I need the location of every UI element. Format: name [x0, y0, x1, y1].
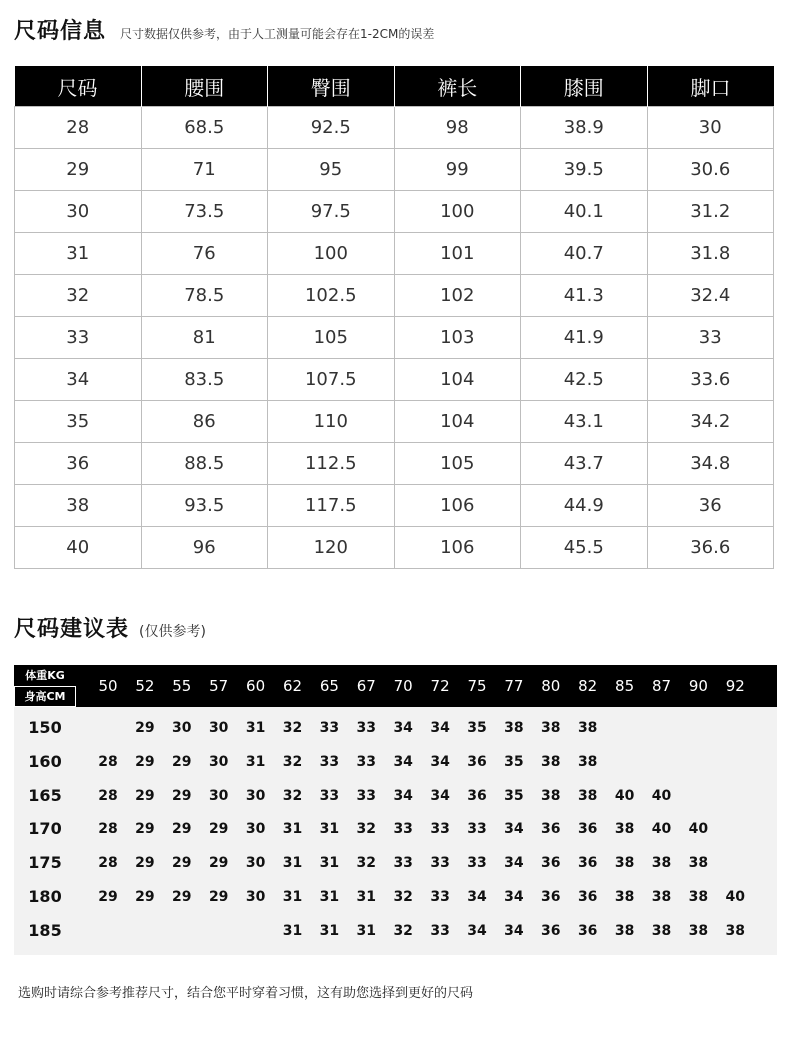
recommended-size-cell: 30	[245, 787, 266, 804]
recommended-size-cell: 28	[98, 855, 118, 872]
recommended-size-cell: 33	[356, 787, 377, 804]
cell-hem: 30	[647, 107, 774, 149]
recommended-size-cell: 40	[651, 787, 672, 804]
recommended-size-cell: 31	[245, 753, 266, 770]
recommended-size-cell: 40	[725, 889, 746, 905]
recommended-size-cell: 29	[172, 821, 192, 838]
height-row	[14, 779, 777, 813]
size-table-row	[15, 233, 774, 275]
recommended-size-cell: 30	[208, 787, 229, 804]
size-info-title: 尺码信息	[14, 19, 107, 44]
recommended-size-cell: 30	[245, 889, 266, 905]
recommended-size-cell: 34	[504, 922, 524, 939]
recommended-size-cell: 30	[245, 821, 266, 838]
recommended-size-cell: 28	[98, 821, 118, 838]
recommended-size-cell: 34	[504, 889, 524, 905]
recommended-size-cell	[717, 711, 753, 745]
recommended-size-cell: 34	[393, 787, 413, 804]
recommended-size-cell: 29	[135, 720, 155, 736]
recommended-size-cell	[201, 914, 237, 948]
height-row	[14, 745, 777, 779]
height-row	[14, 914, 777, 948]
cell-hip: 97.5	[268, 191, 395, 233]
recommended-size-cell	[164, 914, 200, 948]
weight-label: 80	[541, 677, 561, 695]
cell-knee: 44.9	[521, 485, 648, 527]
cell-length: 99	[394, 149, 521, 191]
recommended-size-cell	[644, 711, 680, 745]
cell-hem: 36	[647, 485, 774, 527]
size-recommend-subtitle: (仅供参考)	[139, 624, 206, 640]
height-label: 180	[28, 887, 62, 906]
header-length: 裤长	[394, 66, 521, 107]
recommended-size-cell: 29	[172, 787, 192, 804]
recommended-size-cell: 38	[577, 720, 598, 736]
recommended-size-cell: 30	[208, 720, 229, 736]
recommended-size-cell: 32	[282, 753, 303, 770]
cell-knee: 41.9	[521, 317, 648, 359]
size-recommend-title: 尺码建议表	[14, 617, 130, 642]
recommended-size-cell: 36	[541, 855, 561, 872]
recommended-size-cell: 29	[208, 821, 229, 838]
height-label: 170	[28, 819, 62, 839]
recommended-size-cell	[680, 745, 716, 779]
recommended-size-cell: 38	[651, 855, 672, 872]
weight-label: 65	[319, 677, 339, 695]
cell-knee: 45.5	[521, 527, 648, 569]
cell-hip: 102.5	[268, 275, 395, 317]
cell-hip: 110	[268, 401, 395, 443]
cell-size: 28	[15, 107, 142, 149]
recommended-size-cell: 36	[467, 753, 487, 770]
recommended-size-cell: 38	[725, 922, 746, 939]
recommended-size-cell: 38	[541, 787, 561, 804]
recommended-size-cell: 36	[577, 821, 598, 838]
size-table-row	[15, 443, 774, 485]
recommended-size-cell	[607, 745, 643, 779]
corner-height-label: 身高CM	[14, 686, 76, 707]
height-label: 165	[28, 785, 62, 805]
recommended-size-cell: 34	[504, 855, 524, 872]
weight-label: 62	[282, 677, 303, 695]
cell-length: 102	[394, 275, 521, 317]
size-table-body	[15, 107, 774, 569]
recommended-size-cell: 34	[430, 753, 450, 770]
recommended-size-cell: 33	[393, 821, 413, 838]
cell-size: 33	[15, 317, 142, 359]
recommended-size-cell: 36	[467, 787, 487, 804]
cell-knee: 41.3	[521, 275, 648, 317]
recommended-size-cell: 38	[577, 787, 598, 804]
cell-knee: 39.5	[521, 149, 648, 191]
weight-label: 50	[98, 677, 118, 695]
cell-waist: 81	[141, 317, 268, 359]
cell-size: 30	[15, 191, 142, 233]
cell-waist: 71	[141, 149, 268, 191]
recommended-size-cell: 32	[393, 922, 413, 939]
size-table-row	[15, 527, 774, 569]
recommended-size-cell: 38	[614, 889, 635, 905]
recommended-size-cell: 33	[319, 720, 340, 736]
size-table-row	[15, 149, 774, 191]
cell-size: 29	[15, 149, 142, 191]
recommended-size-cell: 29	[98, 889, 118, 905]
header-hem: 脚口	[647, 66, 774, 107]
recommended-size-cell: 32	[356, 855, 377, 872]
recommended-size-cell: 31	[245, 720, 266, 736]
cell-size: 36	[15, 443, 142, 485]
recommended-size-cell: 33	[356, 720, 377, 736]
cell-hip: 107.5	[268, 359, 395, 401]
recommended-size-cell: 31	[319, 889, 340, 905]
cell-waist: 88.5	[141, 443, 268, 485]
recommended-size-cell	[717, 846, 753, 880]
weight-label: 57	[209, 677, 229, 695]
cell-hem: 34.2	[647, 401, 774, 443]
cell-hem: 36.6	[647, 527, 774, 569]
weight-label: 90	[688, 677, 708, 695]
cell-hip: 100	[268, 233, 395, 275]
recommended-size-cell	[680, 779, 716, 813]
recommended-size-cell: 28	[98, 753, 118, 770]
height-row	[14, 846, 777, 880]
size-recommend-header	[14, 612, 206, 643]
recommended-size-cell: 36	[577, 855, 598, 872]
recommended-size-cell: 38	[651, 889, 672, 905]
cell-hip: 95	[268, 149, 395, 191]
cell-size: 34	[15, 359, 142, 401]
recommended-size-cell	[680, 711, 716, 745]
recommended-size-cell: 31	[282, 889, 303, 905]
recommended-size-cell: 32	[356, 821, 377, 838]
cell-hip: 112.5	[268, 443, 395, 485]
size-table-row	[15, 317, 774, 359]
recommended-size-cell: 33	[319, 787, 340, 804]
height-label: 185	[28, 920, 62, 940]
recommended-size-cell: 36	[577, 922, 598, 939]
recommended-size-cell: 38	[688, 922, 709, 939]
recommended-size-cell: 34	[393, 753, 413, 770]
recommended-size-cell	[127, 914, 163, 948]
cell-waist: 73.5	[141, 191, 268, 233]
height-row	[14, 880, 777, 914]
recommended-size-cell: 38	[651, 922, 672, 939]
cell-size: 40	[15, 527, 142, 569]
height-label: 150	[28, 718, 62, 737]
recommended-size-cell	[607, 711, 643, 745]
recommended-size-cell: 31	[282, 821, 303, 838]
header-hip: 臀围	[268, 66, 395, 107]
height-row	[14, 711, 777, 745]
recommended-size-cell	[717, 779, 753, 813]
recommended-size-cell: 30	[172, 720, 192, 736]
recommended-size-cell: 33	[430, 821, 450, 838]
cell-knee: 43.7	[521, 443, 648, 485]
recommended-size-cell: 36	[541, 889, 561, 905]
cell-hem: 31.2	[647, 191, 774, 233]
cell-hem: 33.6	[647, 359, 774, 401]
height-label: 160	[28, 751, 62, 771]
weight-label: 67	[356, 677, 376, 695]
recommended-size-cell: 30	[245, 855, 266, 872]
cell-knee: 40.7	[521, 233, 648, 275]
weight-label: 52	[135, 677, 155, 695]
height-label: 175	[28, 853, 62, 873]
recommended-size-cell: 33	[319, 753, 340, 770]
corner-weight-label: 体重KG	[25, 669, 65, 682]
cell-knee: 38.9	[521, 107, 648, 149]
weight-label: 60	[246, 677, 266, 695]
cell-length: 103	[394, 317, 521, 359]
recommended-size-cell: 29	[172, 889, 192, 905]
footer-note: 选购时请综合参考推荐尺寸，结合您平时穿着习惯，这有助您选择到更好的尺码	[18, 986, 474, 1001]
size-table-row	[15, 401, 774, 443]
recommended-size-cell: 33	[393, 855, 413, 872]
recommended-size-cell: 33	[430, 855, 450, 872]
recommended-size-cell: 29	[135, 855, 155, 872]
size-table-row	[15, 191, 774, 233]
recommended-size-cell: 40	[651, 821, 672, 838]
cell-hem: 31.8	[647, 233, 774, 275]
cell-length: 104	[394, 359, 521, 401]
size-info-header	[14, 14, 434, 45]
header-knee: 膝围	[521, 66, 648, 107]
cell-size: 32	[15, 275, 142, 317]
cell-size: 35	[15, 401, 142, 443]
weight-label: 92	[725, 677, 745, 695]
recommended-size-cell: 38	[614, 922, 635, 939]
recommended-size-cell: 33	[467, 821, 487, 838]
weight-header-row	[14, 665, 777, 707]
recommended-size-cell: 38	[541, 720, 561, 736]
recommended-size-cell: 33	[430, 922, 450, 939]
recommended-size-cell: 38	[541, 753, 561, 770]
size-info-subtitle: 尺寸数据仅供参考，由于人工测量可能会存在1-2CM的误差	[120, 27, 435, 41]
cell-hem: 33	[647, 317, 774, 359]
cell-waist: 78.5	[141, 275, 268, 317]
cell-hip: 117.5	[268, 485, 395, 527]
weight-label: 72	[430, 677, 450, 695]
recommended-size-cell: 31	[319, 821, 340, 838]
recommended-size-cell: 30	[208, 753, 229, 770]
cell-length: 101	[394, 233, 521, 275]
weight-label: 75	[467, 677, 487, 695]
weight-label: 82	[578, 677, 598, 695]
recommended-size-cell: 29	[208, 889, 229, 905]
recommended-size-cell	[717, 745, 753, 779]
cell-knee: 43.1	[521, 401, 648, 443]
cell-knee: 42.5	[521, 359, 648, 401]
recommended-size-cell: 38	[688, 855, 709, 872]
recommended-size-cell: 29	[172, 753, 192, 770]
cell-length: 105	[394, 443, 521, 485]
cell-length: 98	[394, 107, 521, 149]
recommended-size-cell: 31	[319, 922, 340, 939]
weight-label: 55	[172, 677, 192, 695]
recommended-size-cell: 29	[135, 753, 155, 770]
size-table-row	[15, 359, 774, 401]
cell-hem: 34.8	[647, 443, 774, 485]
recommended-size-cell: 32	[282, 787, 303, 804]
recommended-size-cell: 31	[319, 855, 340, 872]
size-table-header-row	[15, 66, 774, 107]
recommended-size-cell: 38	[614, 821, 635, 838]
recommended-size-cell	[90, 711, 126, 745]
cell-waist: 83.5	[141, 359, 268, 401]
recommended-size-cell: 34	[467, 889, 487, 905]
recommended-size-cell: 28	[98, 787, 118, 804]
recommended-size-cell	[644, 745, 680, 779]
recommended-size-cell: 29	[172, 855, 192, 872]
cell-hem: 32.4	[647, 275, 774, 317]
recommended-size-cell: 33	[430, 889, 450, 905]
header-size: 尺码	[15, 66, 142, 107]
size-table-row	[15, 275, 774, 317]
recommended-size-cell: 34	[393, 720, 413, 736]
height-row	[14, 812, 777, 846]
cell-hip: 92.5	[268, 107, 395, 149]
recommended-size-cell: 36	[541, 821, 561, 838]
recommended-size-cell: 31	[282, 855, 303, 872]
size-recommend-table	[14, 665, 777, 955]
size-table-row	[15, 485, 774, 527]
recommended-size-cell: 34	[504, 821, 524, 838]
cell-length: 104	[394, 401, 521, 443]
recommended-size-cell: 35	[504, 787, 524, 804]
weight-label: 77	[504, 677, 524, 695]
cell-waist: 76	[141, 233, 268, 275]
recommended-size-cell: 34	[467, 922, 487, 939]
recommended-size-cell: 40	[614, 787, 635, 804]
recommended-size-cell: 29	[208, 855, 229, 872]
cell-length: 106	[394, 485, 521, 527]
recommended-size-cell: 33	[467, 855, 487, 872]
recommended-size-cell	[717, 812, 753, 846]
recommended-size-cell: 31	[356, 922, 377, 939]
recommended-size-cell: 40	[688, 821, 709, 838]
cell-size: 31	[15, 233, 142, 275]
recommended-size-cell: 29	[135, 787, 155, 804]
weight-label: 85	[615, 677, 635, 695]
cell-length: 106	[394, 527, 521, 569]
recommended-size-cell: 33	[356, 753, 377, 770]
recommended-size-cell: 35	[467, 720, 487, 736]
recommended-size-cell	[90, 914, 126, 948]
recommended-size-cell: 34	[430, 787, 450, 804]
size-table-row	[15, 107, 774, 149]
header-waist: 腰围	[141, 66, 268, 107]
cell-knee: 40.1	[521, 191, 648, 233]
cell-hip: 105	[268, 317, 395, 359]
recommended-size-cell: 31	[282, 922, 303, 939]
weight-label: 70	[393, 677, 413, 695]
recommended-size-cell: 35	[504, 753, 524, 770]
recommended-size-cell: 29	[135, 821, 155, 838]
recommended-size-cell: 38	[577, 753, 598, 770]
cell-hip: 120	[268, 527, 395, 569]
cell-waist: 86	[141, 401, 268, 443]
size-measurement-table	[14, 66, 774, 569]
cell-waist: 93.5	[141, 485, 268, 527]
cell-length: 100	[394, 191, 521, 233]
cell-hem: 30.6	[647, 149, 774, 191]
weight-label: 87	[651, 677, 672, 695]
recommended-size-cell	[238, 914, 274, 948]
recommended-size-cell: 36	[541, 922, 561, 939]
recommended-size-cell: 31	[356, 889, 377, 905]
corner-cell	[14, 665, 76, 707]
recommended-size-cell: 38	[504, 720, 524, 736]
cell-waist: 68.5	[141, 107, 268, 149]
recommended-size-cell: 32	[282, 720, 303, 736]
cell-waist: 96	[141, 527, 268, 569]
recommended-size-cell: 29	[135, 889, 155, 905]
recommended-size-cell: 32	[393, 889, 413, 905]
recommended-size-cell: 38	[614, 855, 635, 872]
recommended-size-cell: 38	[688, 889, 709, 905]
recommended-size-cell: 36	[577, 889, 598, 905]
recommended-size-cell: 34	[430, 720, 450, 736]
cell-size: 38	[15, 485, 142, 527]
